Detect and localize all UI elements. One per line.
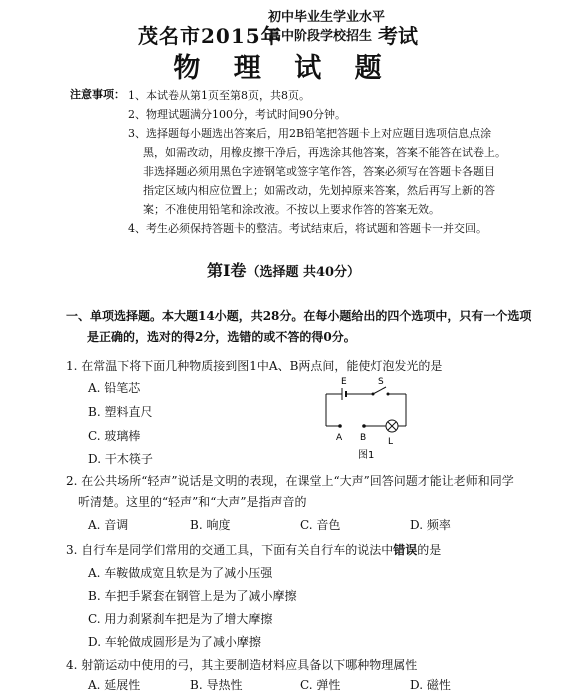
- question-4-option-a: A. 延展性: [88, 678, 141, 692]
- question-2-option-b: B. 响度: [190, 518, 231, 532]
- question-3-option-b: B. 车把手紧套在钢管上是为了减小摩擦: [88, 589, 297, 603]
- question-3-stem: [66, 541, 441, 558]
- notes-line-5: 非选择题必须用黑色字迹钢笔或签字笔作答，答案必须写在答题卡各题目: [143, 165, 495, 178]
- question-4-stem: 4. 射箭运动中使用的弓，其主要制造材料应具备以下哪种物理属性: [66, 658, 418, 672]
- exam-header-stack: [268, 8, 385, 46]
- notes-line-6: 指定区域内相应位置上；如需改动，先划掉原来答案，然后再写上新的答: [143, 184, 495, 197]
- notes-line-8: 4、考生必须保持答题卡的整洁。考试结束后，将试题和答题卡一并交回。: [128, 222, 487, 235]
- circuit-diagram-figure: [318, 374, 418, 464]
- switch-lever: [373, 387, 386, 394]
- part1-instruction-line1: 一、单项选择题。本大题14小题，共28分。在每小题给出的四个选项中，只有一个选项: [66, 309, 532, 323]
- question-1-stem: 1. 在常温下将下面几种物质接到图1中A、B两点间，能使灯泡发光的是: [66, 359, 443, 373]
- question-1-option-a: A. 铅笔芯: [88, 381, 141, 395]
- question-3-option-a: A. 车鞍做成宽且软是为了减小压强: [88, 566, 273, 580]
- question-2-stem-line2: 听清楚。这里的“轻声”和“大声”是指声音的: [78, 495, 307, 509]
- question-1-option-d: D. 干木筷子: [88, 452, 153, 466]
- label-a: A: [336, 433, 343, 443]
- label-s: S: [378, 377, 384, 387]
- exam-header-stack-line2: 高中阶段学校招生: [268, 29, 373, 44]
- question-1-option-b: B. 塑料直尺: [88, 405, 153, 419]
- notes-line-3: 3、选择题每小题选出答案后，用2B铅笔把答题卡上对应题目选项信息点涂: [128, 127, 492, 140]
- figure-caption: 图1: [358, 450, 375, 461]
- question-3-option-d: D. 车轮做成圆形是为了减小摩擦: [88, 635, 261, 649]
- question-3-stem-emphasis: 错误: [393, 543, 418, 557]
- question-2-option-d: D. 频率: [410, 518, 451, 532]
- question-4-option-c: C. 弹性: [300, 678, 341, 692]
- notes-line-2: 2、物理试题满分100分，考试时间90分钟。: [128, 108, 346, 121]
- terminal-a-dot: [338, 424, 342, 428]
- notes-label: 注意事项：: [70, 88, 125, 101]
- exam-header-left: 茂名市2015年: [138, 24, 282, 48]
- section-title-main: 第Ⅰ卷: [206, 261, 247, 280]
- question-2-option-a: A. 音调: [88, 518, 129, 532]
- label-b: B: [360, 433, 367, 443]
- question-1-option-c: C. 玻璃棒: [88, 429, 141, 443]
- question-3-stem-post: 的是: [417, 543, 442, 557]
- notes-line-4: 黑，如需改动，用橡皮擦干净后，再选涂其他答案，答案不能答在试卷上。: [143, 146, 506, 159]
- exam-header-stack-line1: 初中毕业生学业水平: [268, 10, 386, 25]
- label-l: L: [388, 437, 394, 447]
- question-3-option-c: C. 用力刹紧刹车把是为了增大摩擦: [88, 612, 273, 626]
- label-e: E: [341, 377, 347, 387]
- section-title: [0, 258, 567, 281]
- question-2-stem-line1: 2. 在公共场所“轻声”说话是文明的表现，在课堂上“大声”回答问题才能让老师和同学: [66, 474, 514, 488]
- question-4-option-d: D. 磁性: [410, 678, 451, 692]
- section-title-sub: （选择题 共40分）: [246, 265, 361, 280]
- notes-line-1: 1、本试卷从第1页至第8页，共8页。: [128, 89, 310, 102]
- question-2-option-c: C. 音色: [300, 518, 341, 532]
- notes-line-7: 案；不准使用铅笔和涂改液。不按以上要求作答的答案无效。: [143, 203, 440, 216]
- part1-instruction-line2: 是正确的，选对的得2分，选错的或不答的得0分。: [87, 330, 356, 344]
- page-title: 物 理 试 题: [173, 53, 394, 84]
- question-4-option-b: B. 导热性: [190, 678, 243, 692]
- exam-header-right: 考试: [378, 24, 418, 48]
- question-3-stem-pre: 3. 自行车是同学们常用的交通工具，下面有关自行车的说法中: [66, 543, 394, 557]
